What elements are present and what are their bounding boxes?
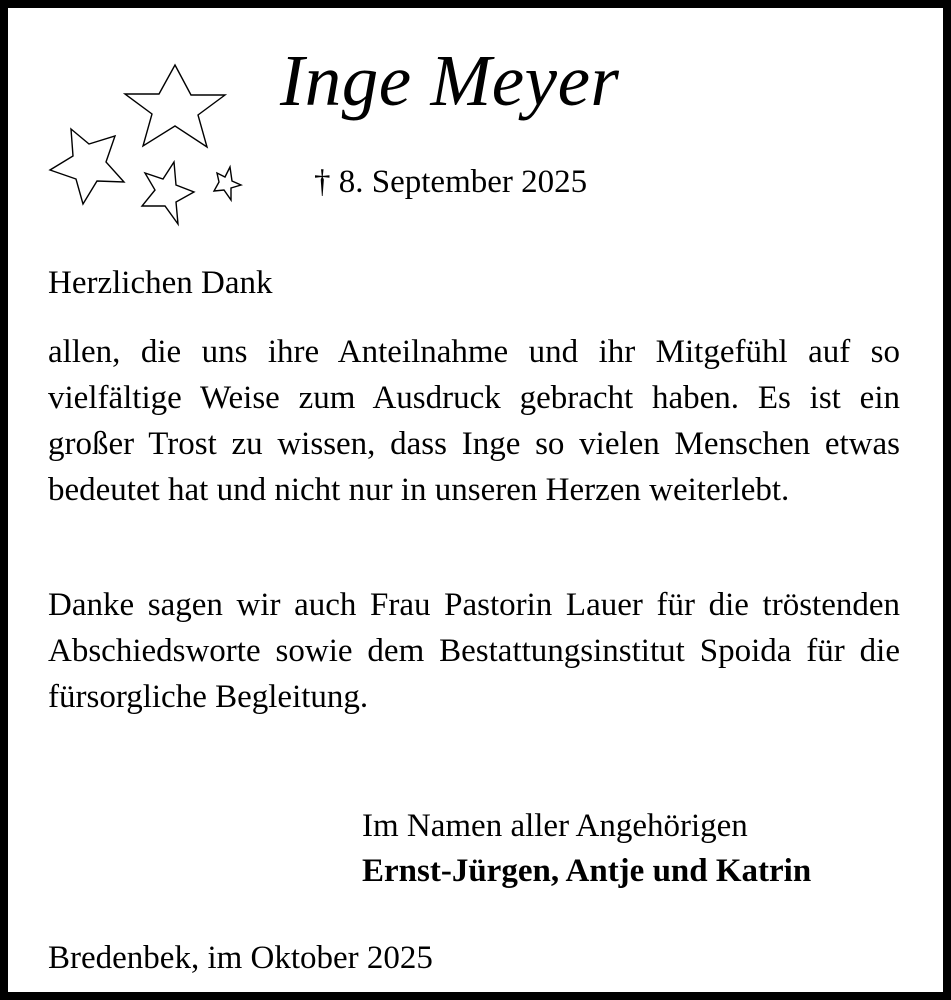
- stars-icon: [48, 58, 258, 228]
- acknowledgement-paragraph: Danke sagen wir auch Frau Pastorin Lauer für die tröstenden Abschiedsworte sowie dem Bestattungsinstitut Spoida für die fürsorgliche Begleitung.: [48, 587, 900, 715]
- obituary-notice: [8, 8, 943, 992]
- signature-names: Ernst-Jürgen, Antje und Katrin: [362, 853, 812, 889]
- deceased-name: Inge Meyer: [280, 40, 620, 121]
- signature-intro: Im Namen aller Angehörigen: [362, 808, 748, 844]
- greeting: Herzlichen Dank: [48, 265, 273, 301]
- place-date: Bredenbek, im Oktober 2025: [48, 940, 433, 976]
- death-date: † 8. September 2025: [314, 164, 588, 200]
- thanks-paragraph: allen, die uns ihre Anteilnahme und ihr Mitgefühl auf so vielfältige Weise zum Ausdruck gebracht haben. Es ist ein großer Trost zu wissen, dass Inge so vielen Menschen etwas bedeutet hat und nicht nur in unseren Herzen weiterlebt.: [48, 334, 900, 508]
